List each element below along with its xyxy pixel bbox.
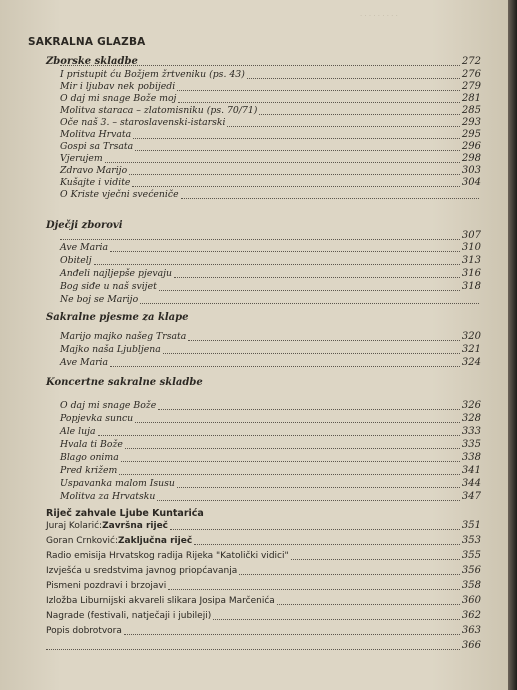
section-title-klape: Sakralne pjesme za klape bbox=[46, 312, 189, 323]
toc-entry: Radio emisija Hrvatskog radija Rijeka "Katolički vidici" 355 bbox=[46, 550, 481, 561]
toc-entry: Anđeli najljepše pjevaju 316 bbox=[60, 268, 481, 279]
toc-entry: Blago onima 338 bbox=[60, 452, 481, 463]
toc-entry: Gospi sa Trsata 296 bbox=[60, 141, 481, 152]
toc-entry: Pismeni pozdravi i brzojavi 358 bbox=[46, 580, 481, 591]
closing-last-page: 366 bbox=[46, 640, 481, 652]
section-title-koncertne: Koncertne sakralne skladbe bbox=[46, 377, 203, 388]
toc-entry: Pred križem 341 bbox=[60, 465, 481, 476]
toc-entry: Obitelj 313 bbox=[60, 255, 481, 266]
book-spine-shadow bbox=[508, 0, 517, 690]
toc-entry: Popjevka suncu 328 bbox=[60, 413, 481, 424]
toc-entry: Uspavanka malom Isusu 344 bbox=[60, 478, 481, 489]
toc-entry: Mir i ljubav nek pobijedi 279 bbox=[60, 81, 481, 92]
page-heading: SAKRALNA GLAZBA bbox=[28, 36, 146, 48]
toc-entry: Izložba Liburnijski akvareli slikara Josipa Marčenića 360 bbox=[46, 595, 481, 606]
toc-entry: Bog siđe u naš svijet 318 bbox=[60, 281, 481, 292]
section-title-zborske-skladbe: Zborske skladbe bbox=[46, 56, 138, 67]
section-first-page: 307 bbox=[60, 230, 481, 242]
section-title-rijec-zahvale: Riječ zahvale Ljube Kuntarića bbox=[46, 508, 204, 519]
toc-entry: O daj mi snage Bože 326 bbox=[60, 400, 481, 411]
toc-entry: Izvješća u sredstvima javnog priopćavanja 356 bbox=[46, 565, 481, 576]
toc-entry: Zdravo Marijo 303 bbox=[60, 165, 481, 176]
toc-entry: Juraj Kolarić: Završna riječ 351 bbox=[46, 520, 481, 531]
toc-entry: Ave Maria 324 bbox=[60, 357, 481, 368]
toc-entry: O daj mi snage Bože moj 281 bbox=[60, 93, 481, 104]
toc-entry: Popis dobrotvora 363 bbox=[46, 625, 481, 636]
section-title-djecji-zborovi: Dječji zborovi bbox=[46, 220, 123, 231]
toc-entry: Hvala ti Bože 335 bbox=[60, 439, 481, 450]
toc-entry: Goran Crnković: Zaključna riječ 353 bbox=[46, 535, 481, 546]
toc-entry: Ale luja 333 bbox=[60, 426, 481, 437]
bleed-through-text: · · · · · · · · · bbox=[360, 12, 398, 20]
section-first-page: 272 bbox=[60, 56, 481, 68]
toc-entry: Molitva staraca – zlatomisniku (ps. 70/71) 285 bbox=[60, 105, 481, 116]
toc-entry: Molitva za Hrvatsku 347 bbox=[60, 491, 481, 502]
toc-entry: Majko naša Ljubljena 321 bbox=[60, 344, 481, 355]
toc-entry: O Kriste vječni svećeniče bbox=[60, 189, 481, 201]
toc-entry: Vjerujem 298 bbox=[60, 153, 481, 164]
toc-entry: Ave Maria 310 bbox=[60, 242, 481, 253]
toc-entry: Molitva Hrvata 295 bbox=[60, 129, 481, 140]
toc-entry: Marijo majko našeg Trsata 320 bbox=[60, 331, 481, 342]
toc-entry: Oče naš 3. – staroslavenski-istarski 293 bbox=[60, 117, 481, 128]
toc-entry: Kušajte i vidite 304 bbox=[60, 177, 481, 188]
toc-entry: Ne boj se Marijo bbox=[60, 294, 481, 306]
toc-entry: I pristupit ću Božjem žrtveniku (ps. 43) 276 bbox=[60, 69, 481, 80]
toc-entry: Nagrade (festivali, natječaji i jubileji) 362 bbox=[46, 610, 481, 621]
